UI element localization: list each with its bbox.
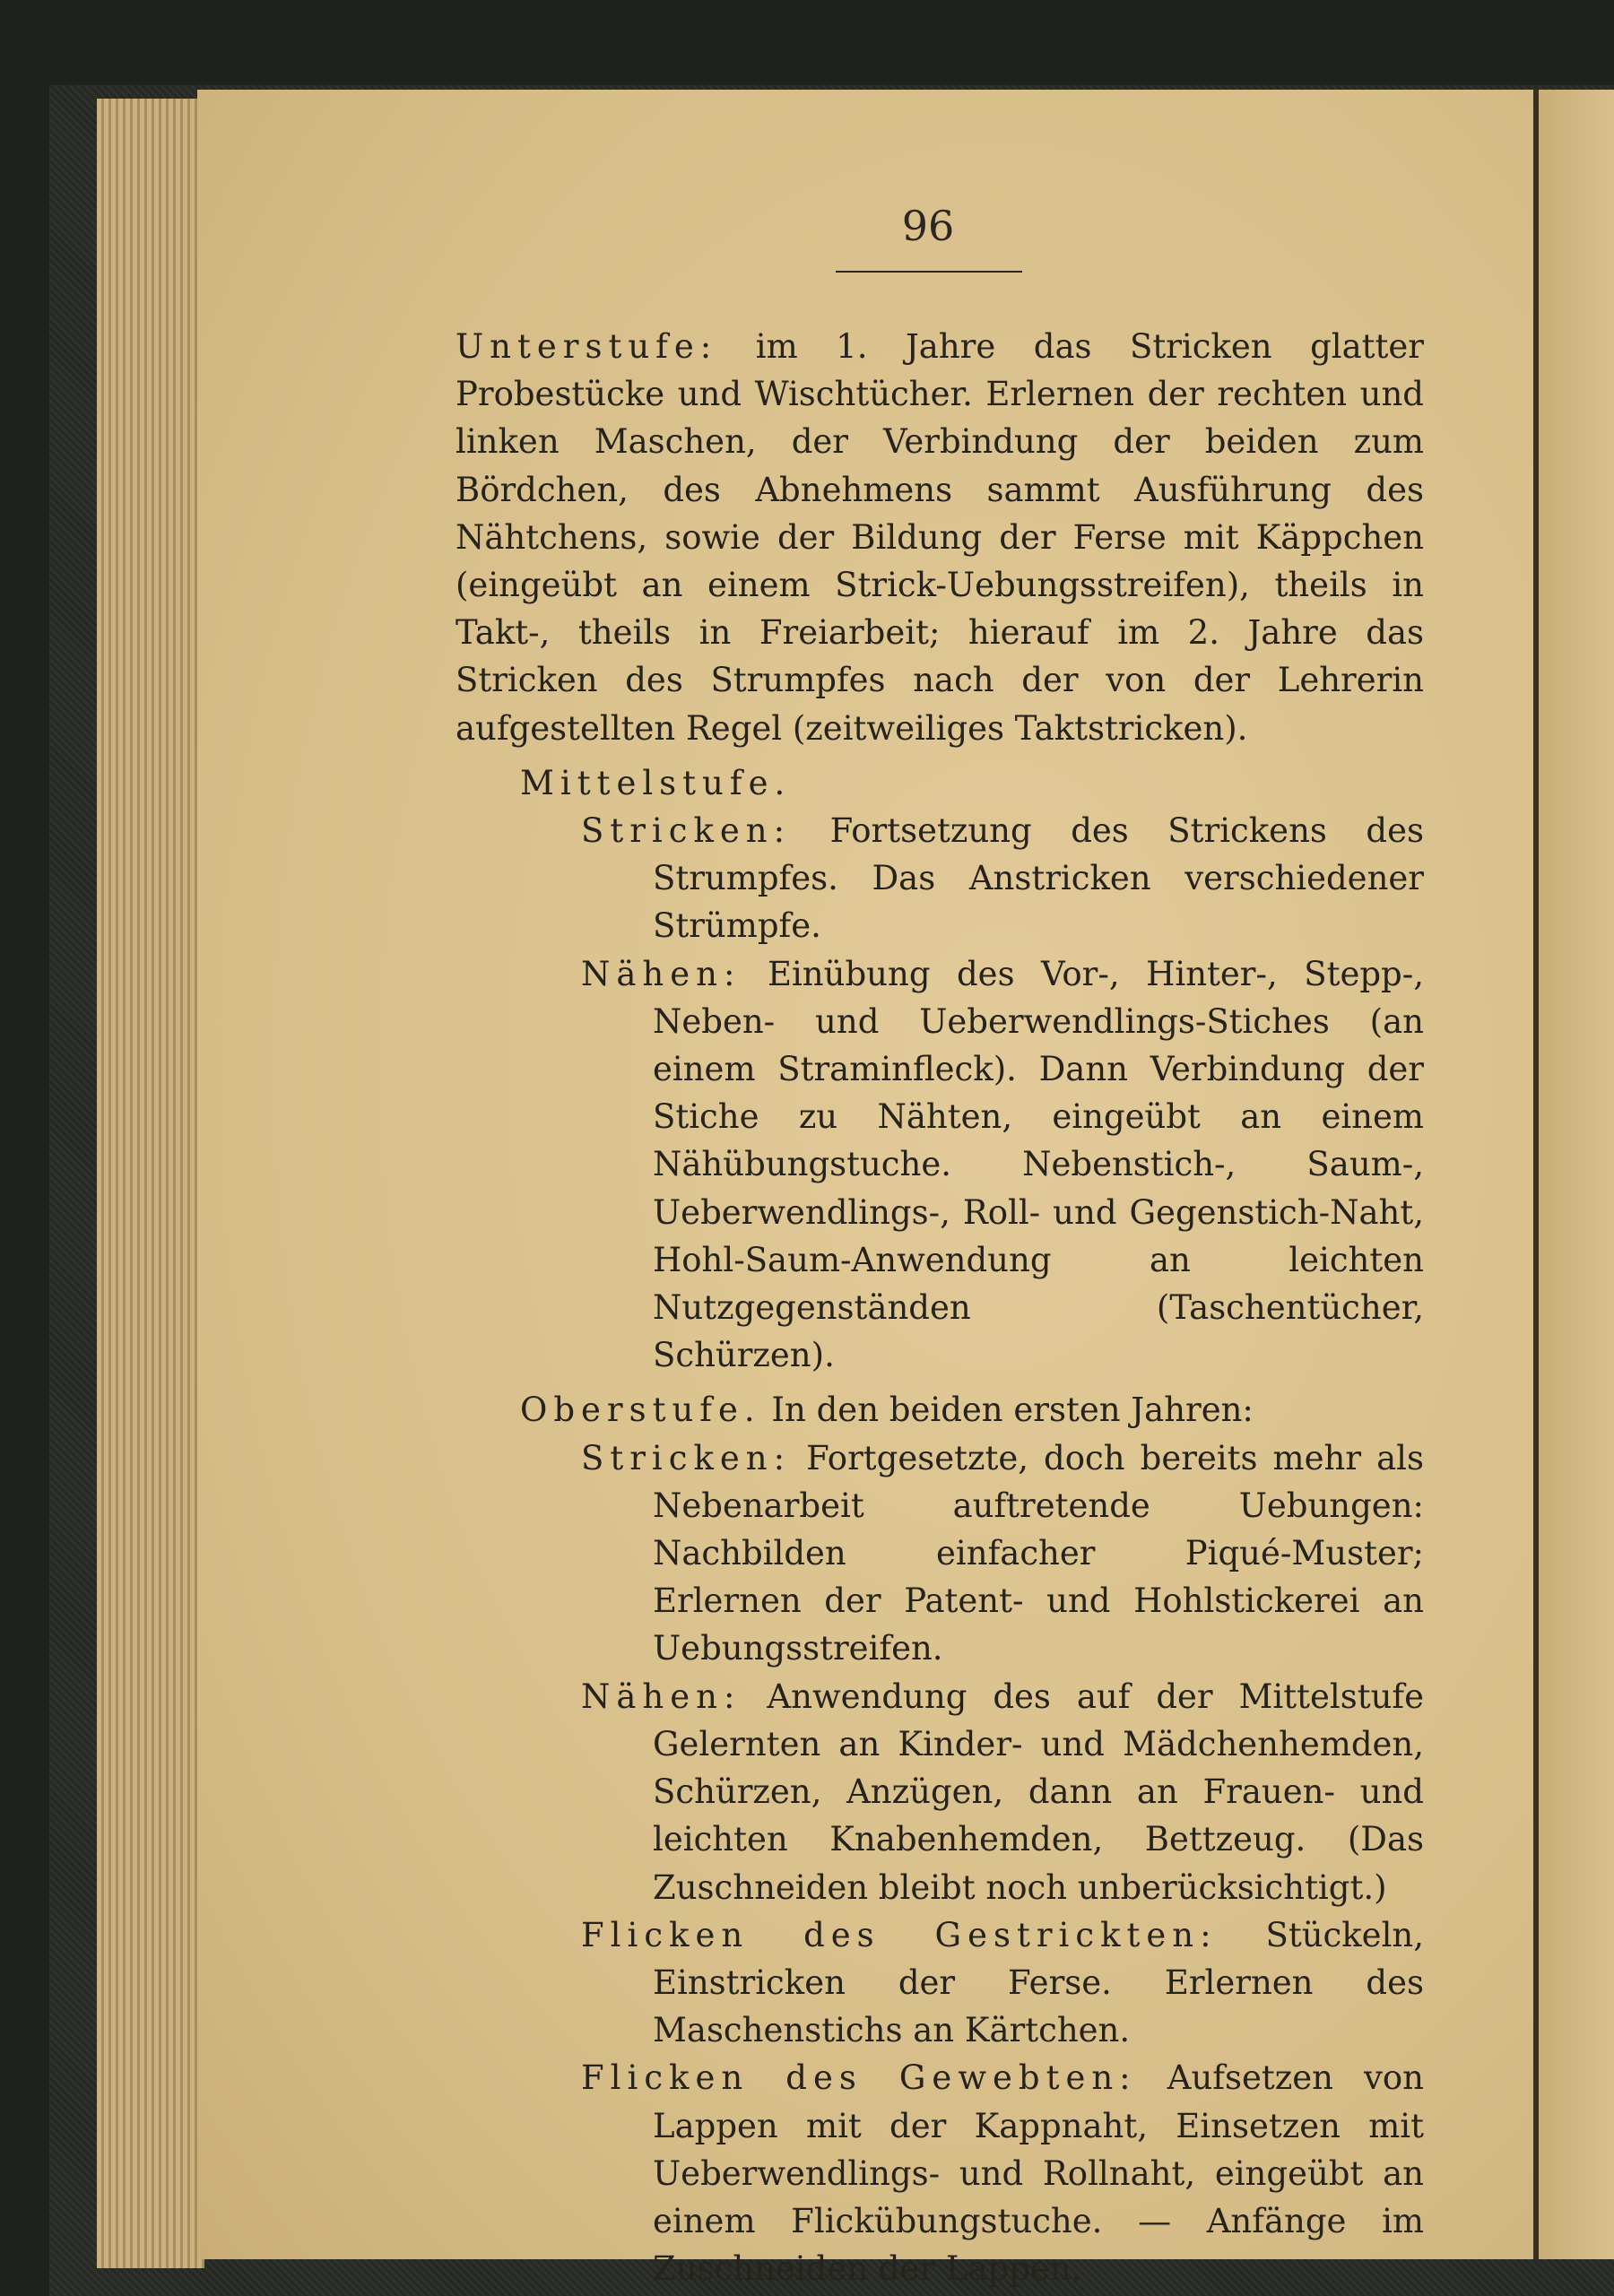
header-rule — [836, 271, 1022, 273]
oberstufe-intro: In den beiden ersten Jahren: — [771, 1391, 1254, 1430]
oberstufe-naehen — [527, 1673, 1424, 1911]
oberstufe-stricken-label: Stricken: — [581, 1438, 792, 1477]
oberstufe-naehen-text: Anwendung des auf der Mittelstufe Gelernten an Kinder- und Mädchenhemden, Schürzen, Anzügen, dann an Frauen- und leichten Knabenhemden, Bettzeug. (Das Zuschneiden bleibt noch unberücksichtigt.) — [653, 1677, 1424, 1907]
flicken-gewebt-text: Aufsetzen von Lappen mit der Kappnaht, Einsetzen mit Ueberwendlings- und Rollnaht, eingeübt an einem Flickübungstuche. — Anfänge im Zuschneiden der Lappen. — [653, 2058, 1424, 2289]
facing-page-edge — [1533, 90, 1614, 2259]
oberstufe-flicken-gewebt — [527, 2054, 1424, 2292]
flicken-gewebt-label: Flicken des Gewebten: — [581, 2058, 1137, 2098]
mittelstufe-naehen-label: Nähen: — [581, 954, 742, 993]
page-edges — [97, 99, 204, 2268]
mittelstufe-heading — [456, 759, 1424, 807]
oberstufe-heading-text: Oberstufe. — [520, 1391, 761, 1430]
mittelstufe-naehen — [527, 950, 1424, 1380]
mittelstufe-naehen-text: Einübung des Vor-, Hinter-, Stepp-, Neben- und Ueberwendlings-Stiches (an einem Straminfleck). Dann Verbindung der Stiche zu Nähten, eingeübt an einem Nähübungstuche. Nebenstich-, Saum-, Ueberwendlings-, Roll- und Gegenstich-Naht, Hohl-Saum-Anwendung an leichten Nutzgegenständen (Taschentücher, Schürzen). — [653, 954, 1424, 1375]
unterstufe-text: im 1. Jahre das Stricken glatter Probestücke und Wischtücher. Erlernen der rechten und linken Maschen, der Verbindung der beiden zum Bördchen, des Abnehmens sammt Ausführung des Nähtchens, sowie der Bildung der Ferse mit Käppchen (eingeübt an einem Strick-Uebungsstreifen), theils in Takt-, theils in Freiarbeit; hierauf im 2. Jahre das Stricken des Strumpfes nach der von der Lehrerin aufgestellten Regel (zeitweiliges Taktstricken). — [456, 327, 1424, 748]
oberstufe-stricken-text: Fortgesetzte, doch bereits mehr als Nebenarbeit auftretende Uebungen: Nachbilden einfacher Piqué-Muster; Erlernen der Patent- und Hohlstickerei an Uebungsstreifen. — [653, 1438, 1424, 1668]
unterstufe-heading: Unterstufe: — [456, 327, 718, 366]
flicken-gestrickt-text: Stückeln, Einstricken der Ferse. Erlernen des Maschenstichs an Kärtchen. — [653, 1915, 1424, 2050]
page-number: 96 — [901, 202, 955, 250]
oberstufe-stricken — [527, 1434, 1424, 1673]
mittelstufe-stricken-label: Stricken: — [581, 811, 792, 851]
unterstufe-paragraph — [456, 323, 1424, 752]
oberstufe-flicken-gestrickt — [527, 1911, 1424, 2055]
oberstufe-naehen-label: Nähen: — [581, 1677, 742, 1716]
flicken-gestrickt-label: Flicken des Gestrickten: — [581, 1915, 1218, 1954]
page-text — [456, 323, 1424, 2292]
mittelstufe-stricken — [527, 807, 1424, 950]
mittelstufe-heading-text: Mittelstufe. — [520, 763, 792, 802]
mittelstufe-stricken-text: Fortsetzung des Strickens des Strumpfes. Das Anstricken verschiedener Strümpfe. — [653, 811, 1424, 946]
oberstufe-heading — [456, 1386, 1424, 1434]
